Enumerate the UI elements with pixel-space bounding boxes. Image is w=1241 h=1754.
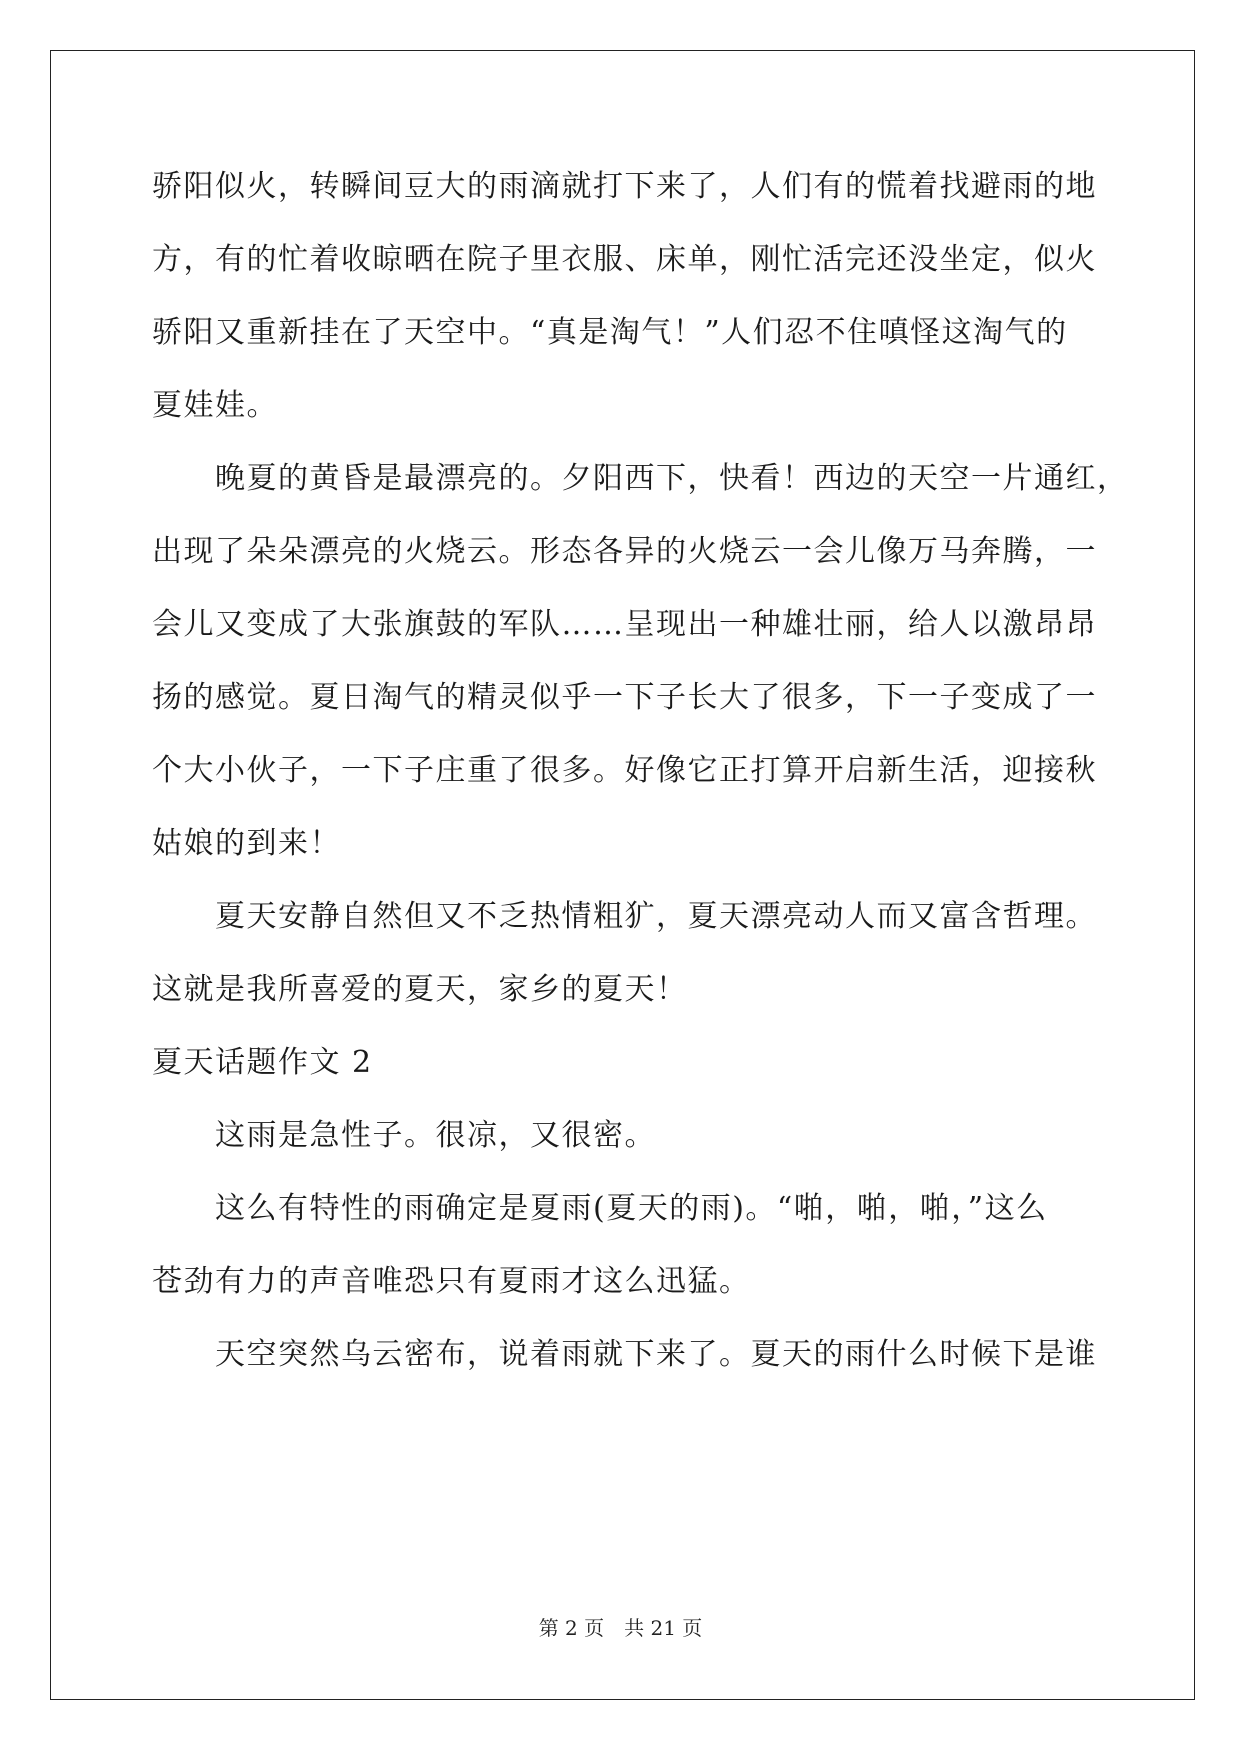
text-line: 骄阳似火，转瞬间豆大的雨滴就打下来了，人们有的慌着找避雨的地 bbox=[152, 169, 1097, 204]
text-line: 个大小伙子，一下子庄重了很多。好像它正打算开启新生活，迎接秋 bbox=[152, 753, 1097, 788]
text-line: 扬的感觉。夏日淘气的精灵似乎一下子长大了很多，下一子变成了一 bbox=[152, 680, 1097, 715]
text-line: 会儿又变成了大张旗鼓的军队……呈现出一种雄壮丽，给人以激昂昂 bbox=[152, 607, 1097, 642]
text-line: 晚夏的黄昏是最漂亮的。夕阳西下，快看！西边的天空一片通红， bbox=[152, 461, 1129, 496]
text-line: 方，有的忙着收晾晒在院子里衣服、床单，刚忙活完还没坐定，似火 bbox=[152, 242, 1097, 277]
text-line: 出现了朵朵漂亮的火烧云。形态各异的火烧云一会儿像万马奔腾，一 bbox=[152, 534, 1097, 569]
text-line: 天空突然乌云密布，说着雨就下来了。夏天的雨什么时候下是谁 bbox=[152, 1337, 1097, 1372]
text-line: 夏天安静自然但又不乏热情粗犷，夏天漂亮动人而又富含哲理。 bbox=[152, 899, 1097, 934]
text-line: 苍劲有力的声音唯恐只有夏雨才这么迅猛。 bbox=[152, 1264, 751, 1299]
page-number: 第 2 页 共 21 页 bbox=[538, 1616, 703, 1640]
text-line: 骄阳又重新挂在了天空中。“真是淘气！”人们忍不住嗔怪这淘气的 bbox=[152, 315, 1068, 350]
page-border bbox=[50, 50, 1195, 1700]
text-line: 这就是我所喜爱的夏天，家乡的夏天！ bbox=[152, 972, 688, 1007]
text-line: 姑娘的到来！ bbox=[152, 826, 341, 861]
text-line: 夏娃娃。 bbox=[152, 388, 278, 423]
section-heading: 夏天话题作文 2 bbox=[152, 1045, 373, 1080]
text-line: 这雨是急性子。很凉，又很密。 bbox=[152, 1118, 656, 1153]
text-line: 这么有特性的雨确定是夏雨(夏天的雨)。“啪，啪，啪，”这么 bbox=[152, 1191, 1048, 1226]
